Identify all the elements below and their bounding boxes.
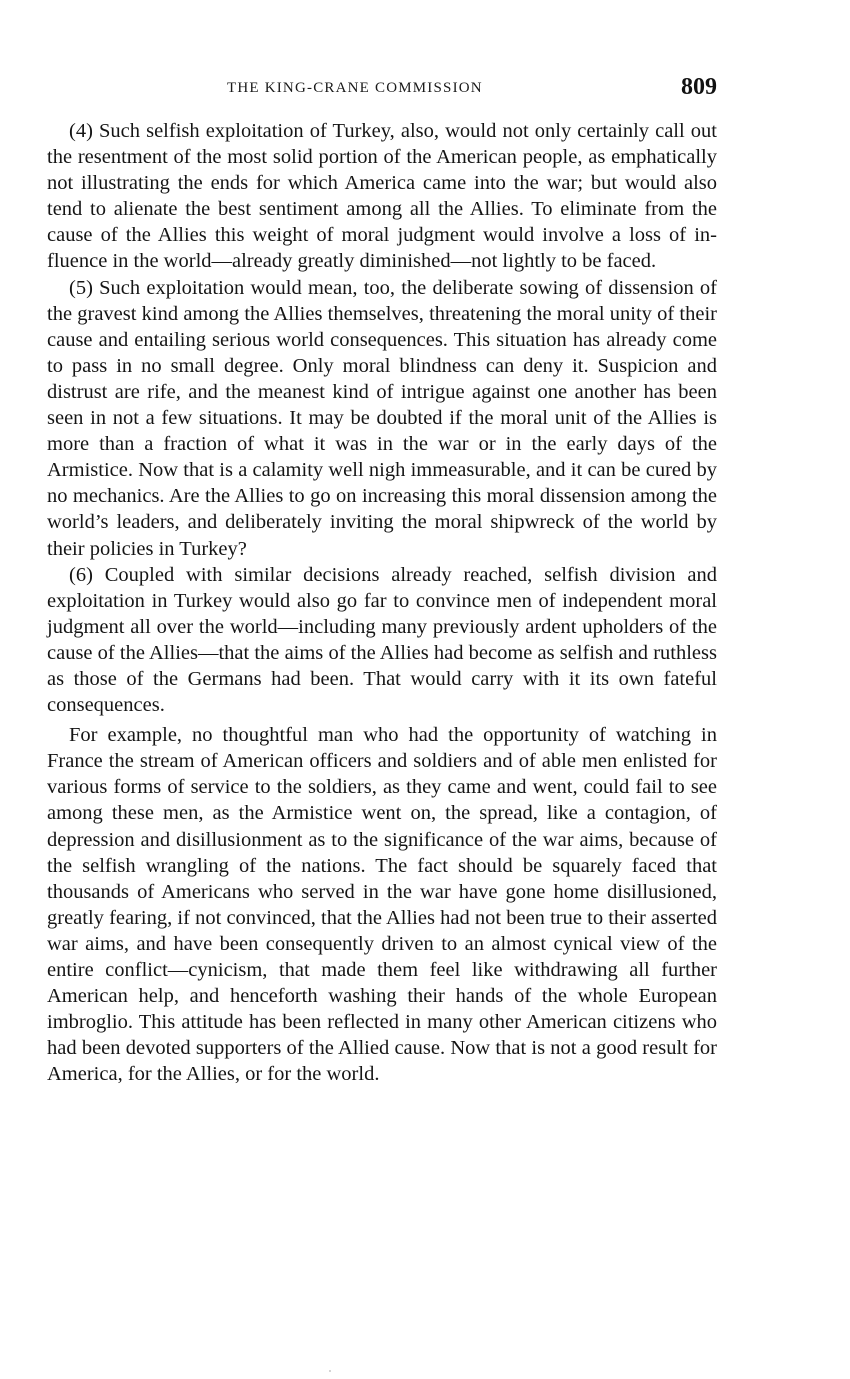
paragraph-for-example: For example, no thoughtful man who had the opportunity of watching in France the stream of American officers and soldiers and of able men enlisted for various forms of service to the soldiers, as they came and went, could fail to see among these men, as the Armistice went on, the spread, like a contagion, of depression and disillusionment as to the significance of the war aims, because of the selfish wrangling of the nations. The fact should be squarely faced that thousands of Americans who served in the war have gone home disillusioned, greatly fearing, if not convinced, that the Allies had not been true to their asserted war aims, and have been consequently driven to an almost cynical view of the entire conflict—cynicism, that made them feel like withdrawing all further American help, and henceforth washing their hands of the whole European imbroglio. This attitude has been reflected in many other American citizens who had been devoted supporters of the Allied cause. Now that is not a good result for America, for the Allies, or for the world. [47,724,717,1086]
running-title: THE KING-CRANE COMMISSION [227,80,483,96]
paragraph-6: (6) Coupled with similar decisions already reached, selfish division and exploitation in Turkey would also go far to convince men of independent moral judgment all over the world—including many previously ardent upholders of the cause of the Allies—that the aims of the Allies had become as selfish and ruthless as those of the Germans had been. That would carry with it its own fateful consequences. [47,563,717,717]
paragraph-4: (4) Such selfish exploitation of Turkey, also, would not only certainly call out the resentment of the most solid portion of the American people, as emphatically not illustrating the ends for which America came into the war; but would also tend to alienate the best sentiment among all the Allies. To eliminate from the cause of the Allies this weight of moral judgment would involve a loss of influence in the world—already greatly diminished—not lightly to be faced. [47,120,717,273]
page-number: 809 [681,74,717,100]
paragraph-5: (5) Such exploitation would mean, too, the deliberate sowing of dissension of the gravest kind among the Allies themselves, threatening the moral unity of their cause and entailing serious world consequences. This situation has already come to pass in no small degree. Only moral blindness can deny it. Suspicion and distrust are rife, and the meanest kind of intrigue against one another has been seen in not a few situations. It may be doubted if the moral unit of the Allies is more than a fraction of what it was in the war or in the early days of the Armistice. Now that is a calamity well nigh immeasurable, and it can be cured by no mechanics. Are the Allies to go on increasing this moral dissension among the world’s leaders, and deliberately inviting the moral shipwreck of the world by their policies in Turkey? [47,276,717,560]
body-text [47,118,717,1087]
page-header [47,74,717,104]
page-speck [329,1370,331,1372]
